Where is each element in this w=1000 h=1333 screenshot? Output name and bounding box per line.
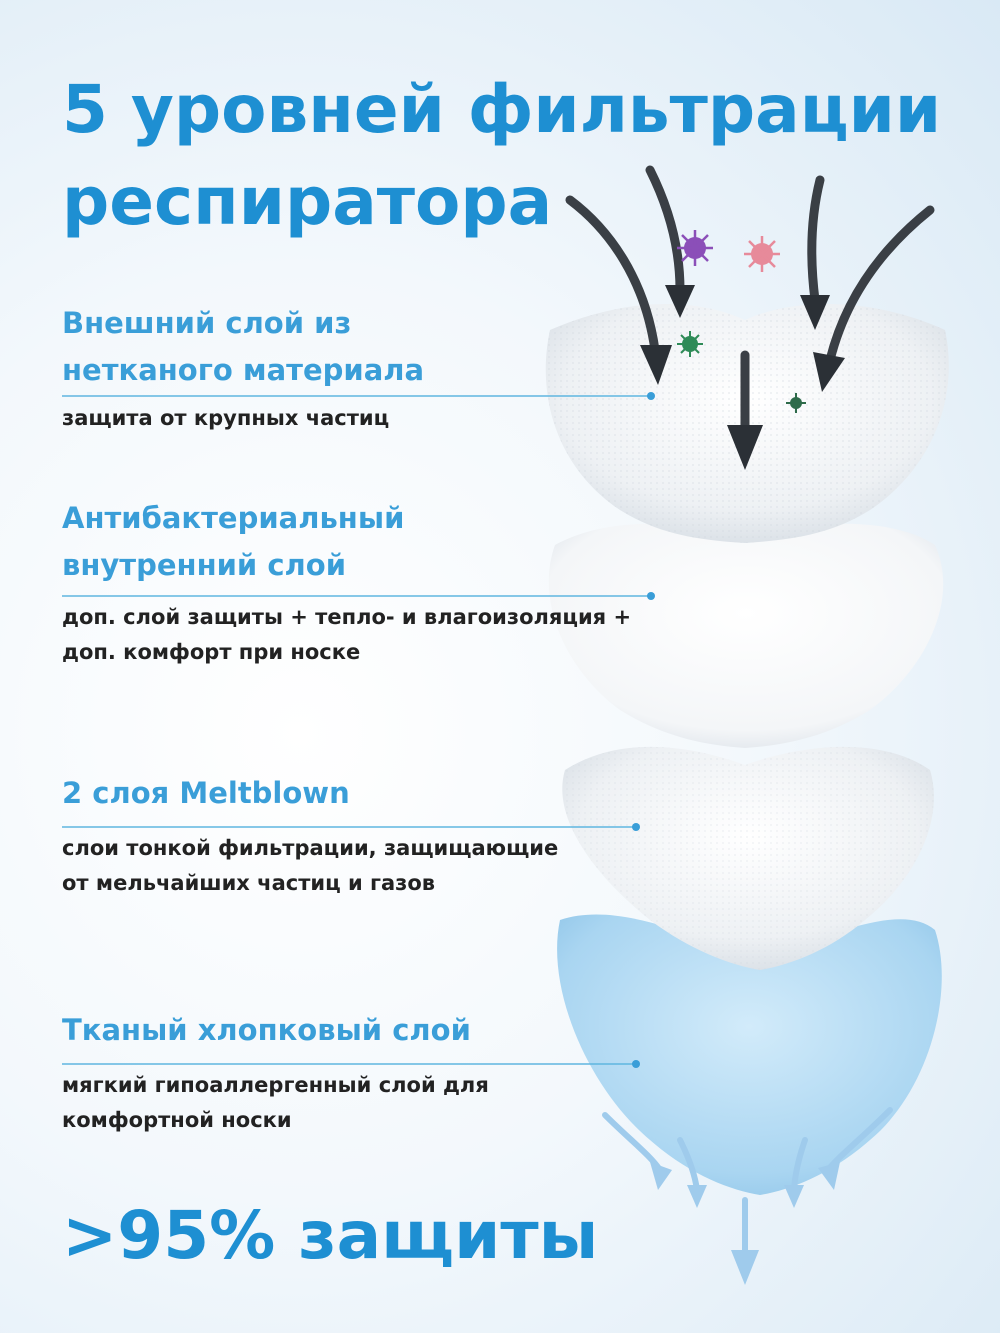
layer-3-description: [62, 831, 702, 901]
page-title: [62, 64, 942, 248]
protection-rate: >95% защиты: [62, 1197, 599, 1274]
layer-3-desc-line-1: слои тонкой фильтрации, защищающие: [62, 836, 559, 860]
layer-3-heading-line-1: 2 слоя Meltblown: [62, 776, 350, 810]
layer-2-desc-line-1: доп. слой защиты + тепло- и влагоизоляция +: [62, 605, 632, 629]
layer-4-desc-line-1: мягкий гипоаллергенный слой для: [62, 1073, 489, 1097]
title-line-1: 5 уровней фильтрации: [62, 71, 942, 148]
layer-2-heading: [62, 495, 404, 589]
layer-2-desc-line-2: доп. комфорт при носке: [62, 640, 361, 664]
layer-4-heading: [62, 1007, 471, 1054]
layer-2-heading-line-2: внутренний слой: [62, 548, 347, 582]
layer-2-description: [62, 600, 702, 670]
layer-3-desc-line-2: от мельчайших частиц и газов: [62, 871, 436, 895]
layer-4-heading-line-1: Тканый хлопковый слой: [62, 1013, 471, 1047]
title-line-2: респиратора: [62, 163, 553, 240]
layer-1-heading: [62, 300, 424, 394]
layer-4-desc-line-2: комфортной носки: [62, 1108, 292, 1132]
layer-1-description: [62, 401, 702, 436]
layer-3-heading: [62, 770, 350, 817]
layer-1-heading-line-2: нетканого материала: [62, 353, 425, 387]
layer-2-heading-line-1: Антибактериальный: [62, 501, 405, 535]
layer-1-desc-line-1: защита от крупных частиц: [62, 406, 390, 430]
layer-4-description: [62, 1068, 702, 1138]
layer-1-heading-line-1: Внешний слой из: [62, 306, 352, 340]
